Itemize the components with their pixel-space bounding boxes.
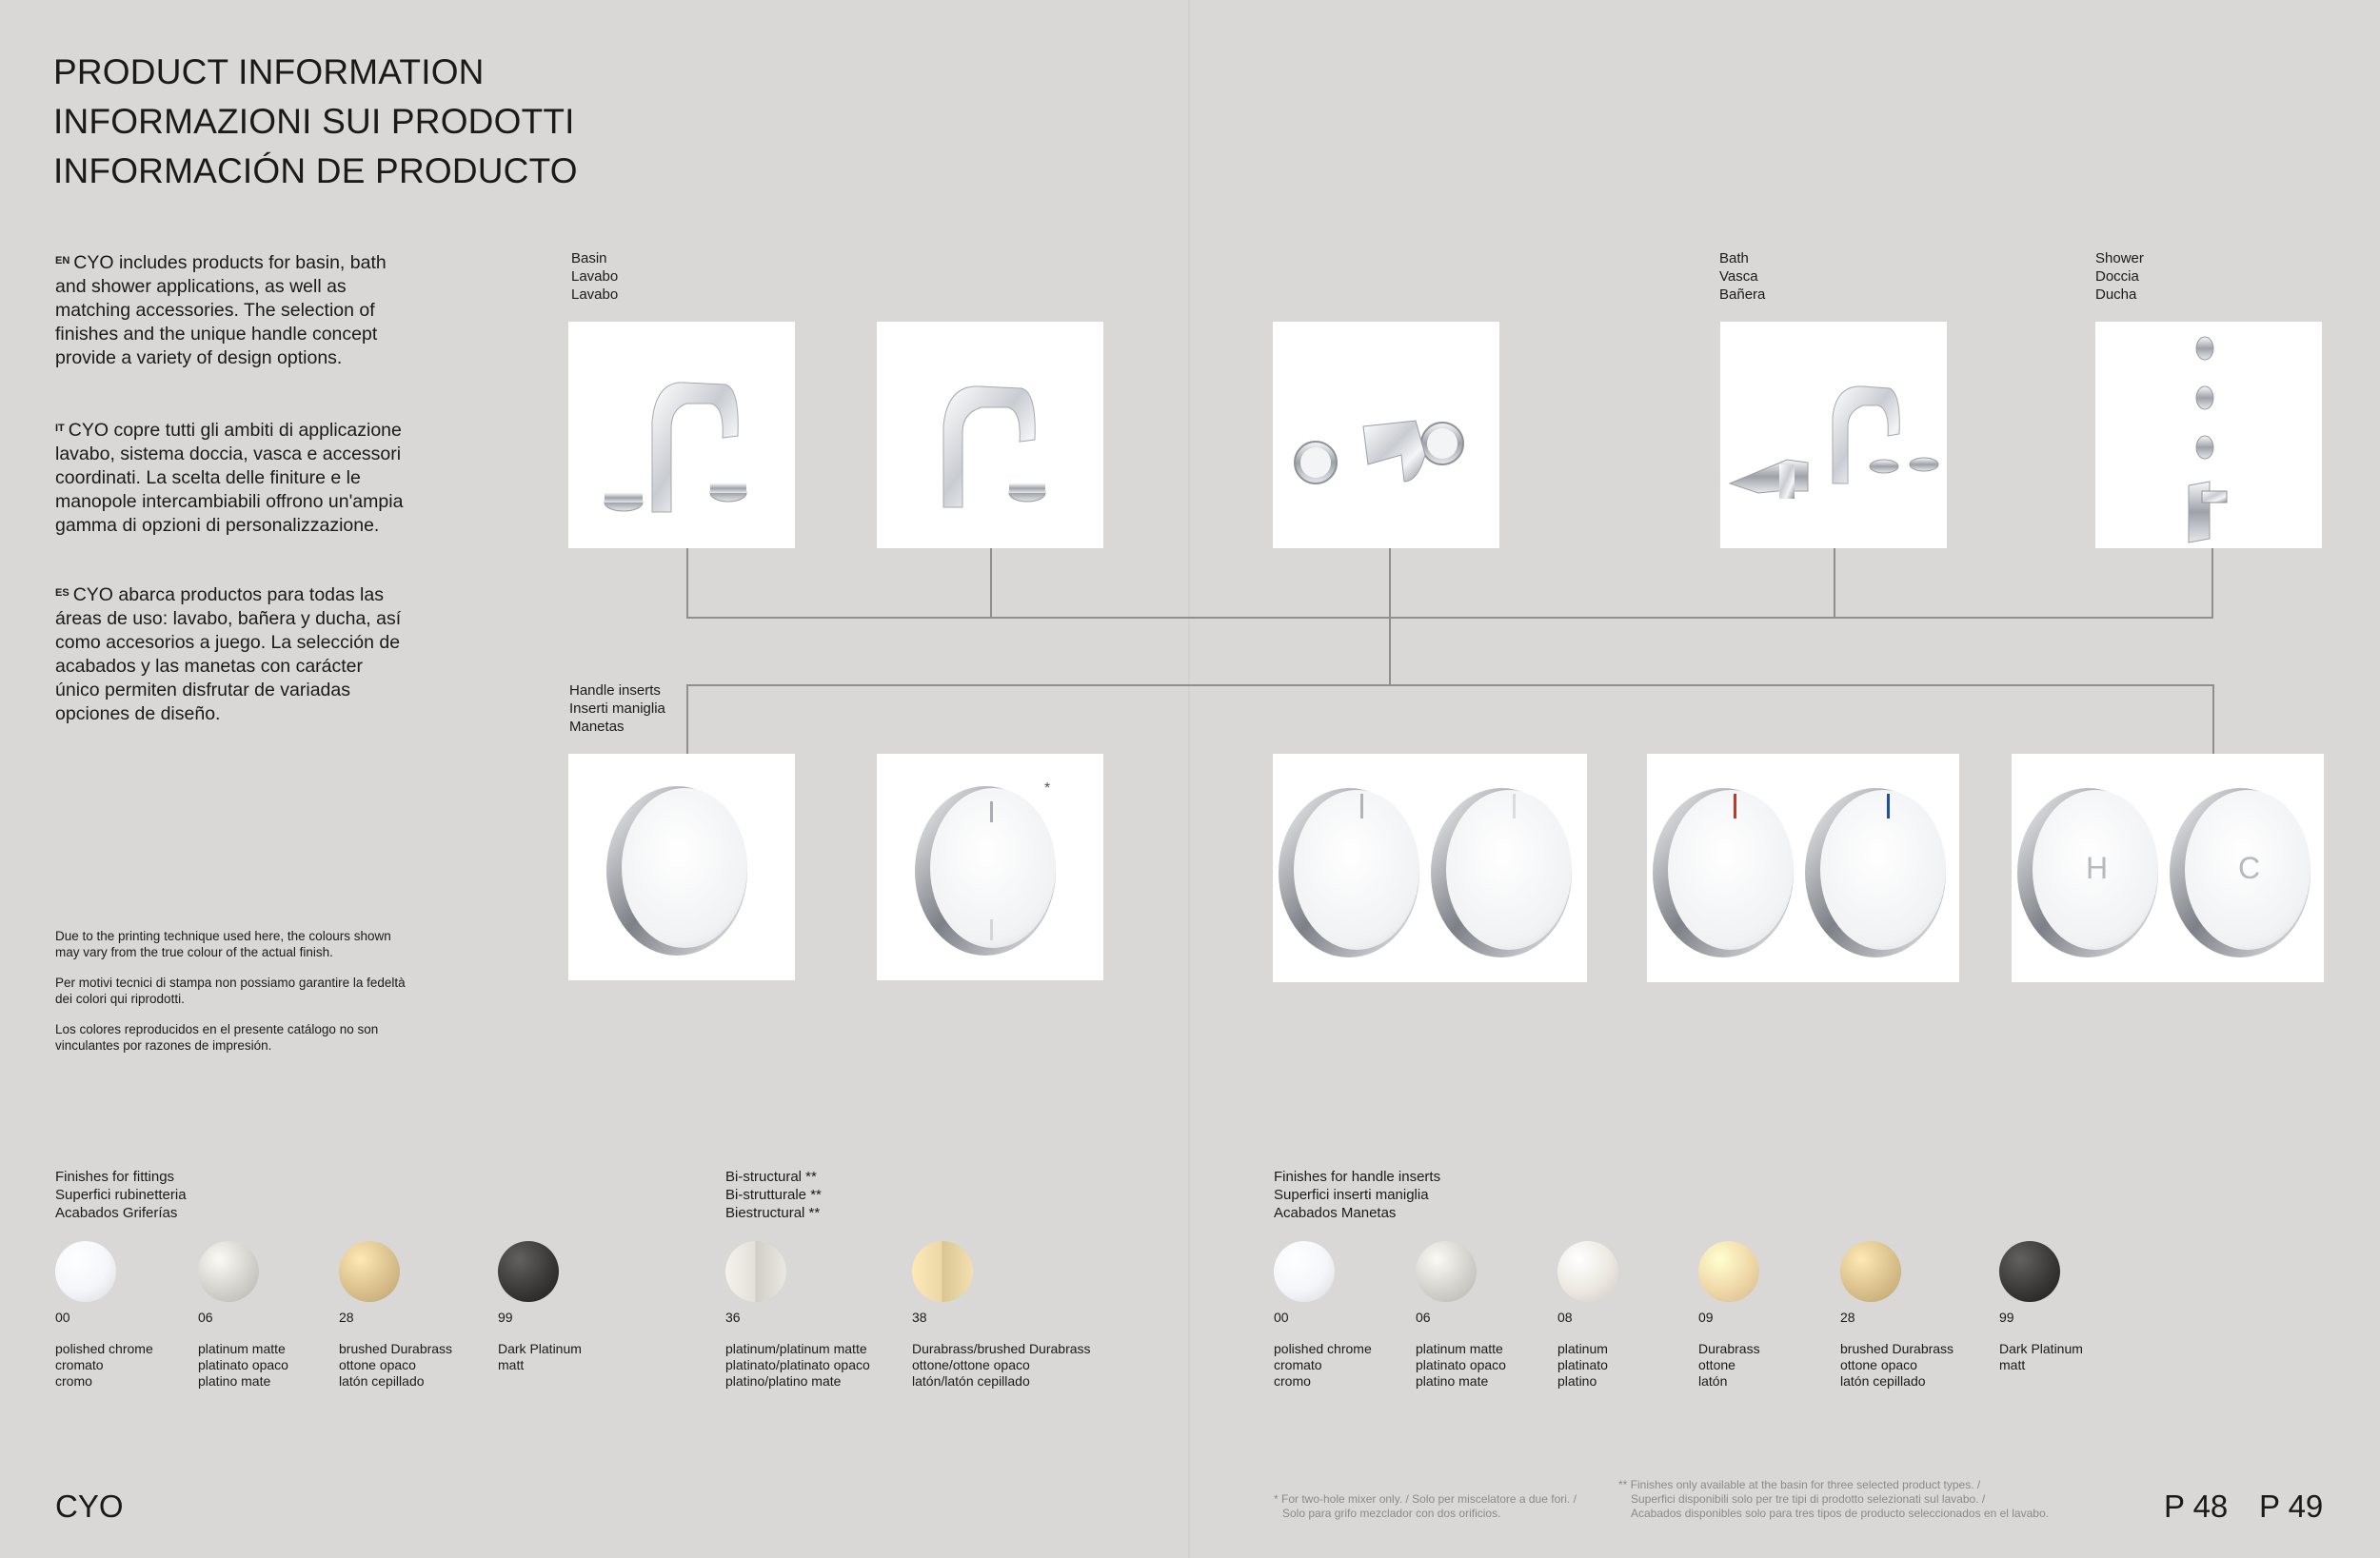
finish-code: 08 bbox=[1557, 1310, 1573, 1325]
finish-name: polished chrome cromato cromo bbox=[1274, 1341, 1372, 1389]
finish-swatch bbox=[1274, 1241, 1335, 1302]
finish-swatch bbox=[1999, 1241, 2060, 1302]
intro-es-text: CYO abarca productos para todas las áreas de uso: lavabo, bañera y ducha, así como accesorios a juego. La selección de acabados y las manetas con carácter único permiten disfrutar de variadas opciones de diseño. bbox=[55, 584, 402, 724]
brand-name: CYO bbox=[55, 1489, 124, 1524]
finish-swatch bbox=[1557, 1241, 1618, 1302]
connector bbox=[686, 684, 688, 755]
intro-en bbox=[55, 249, 407, 370]
intro-it bbox=[55, 417, 407, 538]
connector bbox=[686, 617, 2213, 619]
intro-it-text: CYO copre tutti gli ambiti di applicazione lavabo, sistema doccia, vasca e accessori coordinati. La scelta delle finiture e le manopole intercambiabili offrono un'ampia gamma di opzioni di personalizzazione. bbox=[55, 420, 404, 536]
finish-code: 00 bbox=[1274, 1310, 1289, 1325]
finish-code: 99 bbox=[1999, 1310, 2014, 1325]
finish-swatch bbox=[55, 1241, 116, 1302]
category-shower: Shower Doccia Ducha bbox=[2095, 250, 2144, 303]
hot-letter: H bbox=[2086, 851, 2109, 885]
handle-inserts-h-c-pair bbox=[2012, 754, 2324, 982]
finish-name: Durabrass ottone latón bbox=[1698, 1341, 1760, 1389]
finish-name: Durabrass/brushed Durabrass ottone/ottone opaco latón/latón cepillado bbox=[912, 1341, 1091, 1389]
finish-swatch bbox=[912, 1241, 973, 1302]
product-basin-three-hole-mixer bbox=[568, 322, 795, 548]
category-handle-inserts: Handle inserts Inserti maniglia Manetas bbox=[569, 682, 665, 735]
connector bbox=[686, 684, 2214, 686]
finish-code: 99 bbox=[498, 1310, 513, 1325]
heading-en: PRODUCT INFORMATION bbox=[53, 52, 485, 91]
heading-it: INFORMAZIONI SUI PRODOTTI bbox=[53, 102, 575, 141]
finish-name: platinum platinato platino bbox=[1557, 1341, 1608, 1389]
finish-code: 00 bbox=[55, 1310, 70, 1325]
language-code-it: IT bbox=[55, 423, 65, 434]
two-hole-asterisk: * bbox=[1044, 780, 1051, 797]
page-number-right: P 49 bbox=[2259, 1489, 2324, 1524]
product-wall-mounted-mixer bbox=[1273, 322, 1499, 548]
finish-code: 09 bbox=[1698, 1310, 1714, 1325]
finish-swatch bbox=[1698, 1241, 1759, 1302]
finish-swatch bbox=[339, 1241, 400, 1302]
handle-inserts-neutral-pair bbox=[1273, 754, 1587, 982]
finish-name: polished chrome cromato cromo bbox=[55, 1341, 153, 1389]
intro-es bbox=[55, 582, 407, 726]
disclaimer-en: Due to the printing technique used here, the colours shown may vary from the true colour of the actual finish. bbox=[55, 929, 391, 959]
bistructural-title: Bi-structural ** Bi-strutturale ** Biestructural ** bbox=[725, 1169, 822, 1221]
finishes-handles-title: Finishes for handle inserts Superfici inserti maniglia Acabados Manetas bbox=[1274, 1169, 1441, 1221]
page-number-left: P 48 bbox=[2164, 1489, 2229, 1524]
page-spine bbox=[1188, 0, 1190, 1558]
finish-name: Dark Platinum matt bbox=[498, 1341, 582, 1372]
intro-en-text: CYO includes products for basin, bath and shower applications, as well as matching accessories. The selection of finishes and the unique handle concept provide a variety of design options. bbox=[55, 252, 387, 368]
finish-swatch bbox=[498, 1241, 559, 1302]
category-basin: Basin Lavabo Lavabo bbox=[571, 250, 619, 303]
footnote-two-hole: * For two-hole mixer only. / Solo per miscelatore a due fori. / Solo para grifo mezclador con dos orificios. bbox=[1274, 1492, 1577, 1520]
finish-name: platinum matte platinato opaco platino mate bbox=[198, 1341, 288, 1389]
cold-letter: C bbox=[2238, 851, 2261, 885]
connector bbox=[686, 548, 688, 619]
product-basin-two-hole-mixer bbox=[877, 322, 1103, 548]
finish-swatch bbox=[1840, 1241, 1901, 1302]
product-shower-thermostat bbox=[2095, 322, 2322, 548]
handle-inserts-red-blue-pair bbox=[1647, 754, 1959, 982]
handle-insert-plain bbox=[568, 754, 795, 980]
connector bbox=[990, 548, 992, 619]
category-bath: Bath Vasca Bañera bbox=[1719, 250, 1766, 303]
finish-swatch bbox=[1416, 1241, 1477, 1302]
language-code-en: EN bbox=[55, 255, 70, 266]
finish-name: Dark Platinum matt bbox=[1999, 1341, 2083, 1372]
footnote-bistructural: ** Finishes only available at the basin for three selected product types. / Superfici disponibili solo per tre tipi di prodotto selezionati sul lavabo. / Acabados disponibles solo para tres tipos de producto seleccionados en el lavabo. bbox=[1618, 1478, 2049, 1520]
connector bbox=[1834, 548, 1835, 619]
disclaimer-it: Per motivi tecnici di stampa non possiamo garantire la fedeltà dei colori qui riprodotti. bbox=[55, 976, 406, 1006]
finish-swatch bbox=[725, 1241, 786, 1302]
finish-swatch bbox=[198, 1241, 259, 1302]
finish-name: platinum matte platinato opaco platino mate bbox=[1416, 1341, 1506, 1389]
finishes-fittings-title: Finishes for fittings Superfici rubinetteria Acabados Griferías bbox=[55, 1169, 187, 1221]
connector bbox=[2211, 548, 2213, 619]
finish-code: 28 bbox=[1840, 1310, 1855, 1325]
finish-name: brushed Durabrass ottone opaco latón cepillado bbox=[339, 1341, 453, 1389]
finish-code: 38 bbox=[912, 1310, 927, 1325]
language-code-es: ES bbox=[55, 587, 69, 599]
page-heading bbox=[53, 48, 578, 196]
product-bath-four-hole-mixer bbox=[1720, 322, 1947, 548]
connector bbox=[2212, 684, 2214, 755]
colour-disclaimer bbox=[55, 928, 417, 1068]
finish-code: 06 bbox=[1416, 1310, 1431, 1325]
finish-name: brushed Durabrass ottone opaco latón cepillado bbox=[1840, 1341, 1954, 1389]
finish-name: platinum/platinum matte platinato/platinato opaco platino/platino mate bbox=[725, 1341, 870, 1389]
finish-code: 28 bbox=[339, 1310, 354, 1325]
finish-code: 06 bbox=[198, 1310, 213, 1325]
finish-code: 36 bbox=[725, 1310, 741, 1325]
handle-insert-indicator bbox=[877, 754, 1103, 980]
heading-es: INFORMACIÓN DE PRODUCTO bbox=[53, 151, 578, 190]
disclaimer-es: Los colores reproducidos en el presente catálogo no son vinculantes por razones de impresión. bbox=[55, 1022, 379, 1053]
